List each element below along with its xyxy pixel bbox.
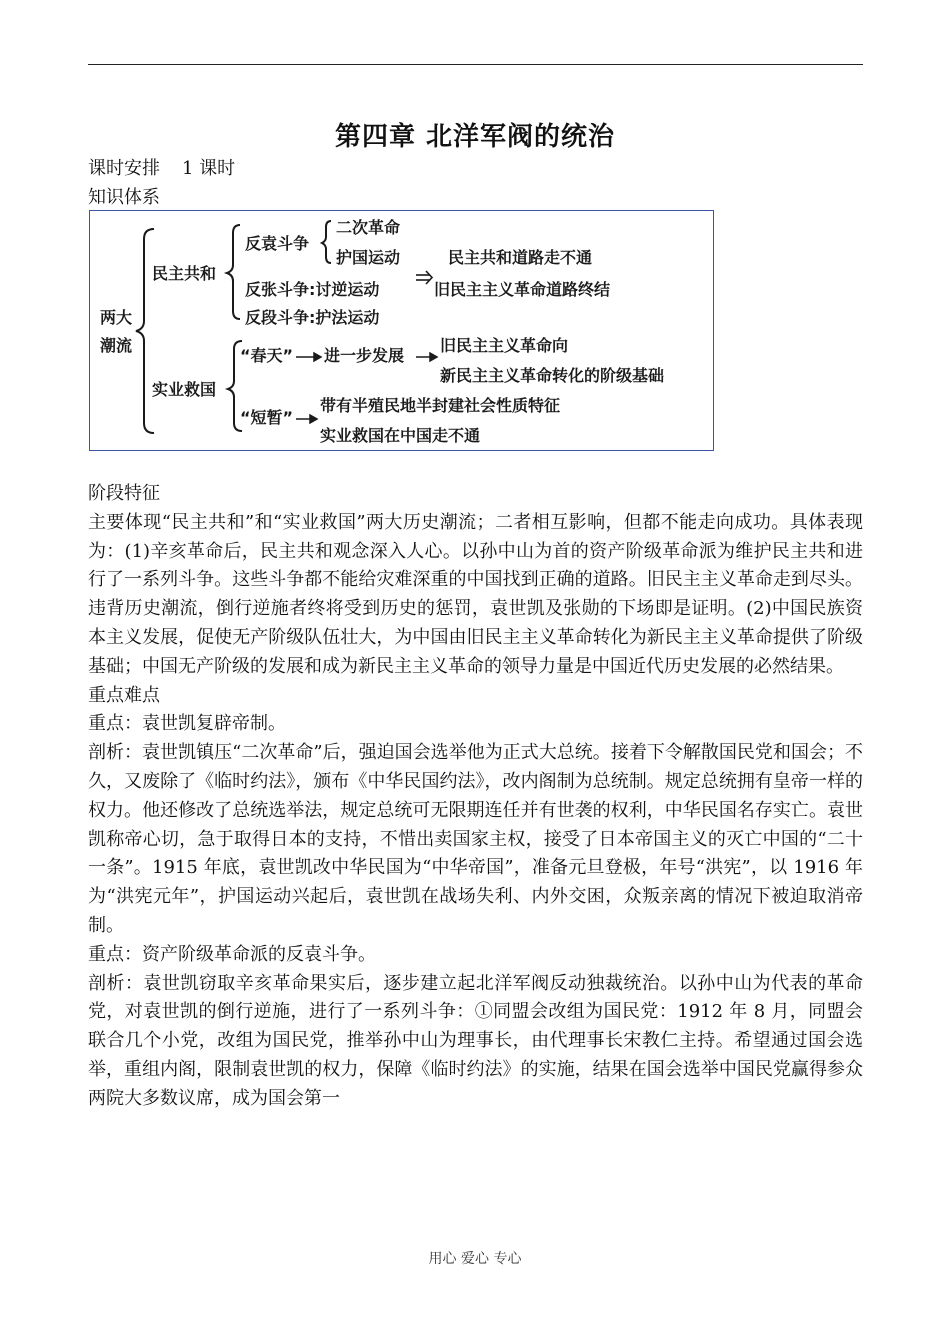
brief-result-2: 实业救国在中国走不通 (320, 426, 481, 445)
spring-middle: 进一步发展 (324, 346, 405, 365)
analysis-2: 剖析：袁世凯窃取辛亥革命果实后，逐步建立起北洋军阀反动独裁统治。以孙中山为代表的革命党，对袁世凯的倒行逆施，进行了一系列斗争：①同盟会改组为国民党：1912 年 8 月，同盟会联合几个小党，改组为国民党，推举孙中山为理事长，由代理事长宋教仁主持。希望通过国会选举，重组内阁，限制袁世凯的权力，保障《临时约法》的实施，结果在国会选举中国民党赢得参众两院大多数议席，成为国会第一 (88, 972, 863, 1109)
schedule-label: 课时安排 (88, 158, 160, 179)
spring-result-arrow (416, 353, 437, 361)
stage-features-paragraph: 主要体现“民主共和”和“实业救国”两大历史潮流；二者相互影响，但都不能走向成功。具体表现为：(1)辛亥革命后，民主共和观念深入人心。以孙中山为首的资产阶级革命派为维护民主共和进行了一系列斗争。这些斗争都不能给灾难深重的中国找到正确的道路。旧民主主义革命走到尽头。违背历史潮流，倒行逆施者终将受到历史的惩罚，袁世凯及张勋的下场即是证明。(2)中国民族资本主义发展，促使无产阶级队伍壮大，为中国由旧民主主义革命转化为新民主主义革命提供了阶级基础；中国无产阶级的发展和成为新民主主义革命的领导力量是中国近代历史发展的必然结果。 (88, 511, 863, 677)
class-schedule (88, 155, 235, 183)
spring-result-1: 旧民主主义革命向 (440, 336, 569, 355)
stage-features-heading: 阶段特征 (88, 483, 160, 504)
brief-result-1: 带有半殖民地半封建社会性质特征 (320, 396, 561, 415)
anti-yuan-struggle: 反袁斗争 (245, 234, 310, 253)
anti-zhang-struggle: 反张斗争:讨逆运动 (245, 280, 380, 299)
chapter-title: 第四章 北洋军阀的统治 (334, 122, 616, 152)
key-points-heading: 重点难点 (88, 684, 160, 706)
key-point-2: 重点：资产阶级革命派的反袁斗争。 (88, 943, 376, 965)
header-rule (88, 64, 863, 65)
democracy-result-2: 旧民主主义革命道路终结 (434, 280, 611, 299)
diagram-root-line2: 潮流 (100, 336, 133, 355)
key-point-1: 重点：袁世凯复辟帝制。 (88, 713, 286, 735)
diagram-root-line1: 两大 (100, 308, 133, 327)
spring-arrow (296, 353, 321, 361)
democracy-brace (227, 225, 240, 319)
branch-democracy: 民主共和 (152, 264, 217, 283)
knowledge-heading: 知识体系 (88, 187, 160, 208)
root-brace (136, 229, 154, 433)
knowledge-diagram (89, 210, 714, 451)
page-footer: 用心 爱心 专心 (428, 1251, 522, 1267)
second-revolution: 二次革命 (336, 218, 401, 237)
anti-duan-struggle: 反段斗争:护法运动 (245, 308, 380, 327)
branch-industry: 实业救国 (152, 380, 217, 399)
document-body (88, 480, 863, 1114)
schedule-value: 1 课时 (182, 158, 236, 179)
analysis-1: 剖析：袁世凯镇压“二次革命”后，强迫国会选举他为正式大总统。接着下令解散国民党和国会；不久，又废除了《临时约法》，颁布《中华民国约法》，改内阁制为总统制。规定总统拥有皇帝一样的权力。他还修改了总统选举法，规定总统可无限期连任并有世袭的权利，中华民国名存实亡。袁世凯称帝心切，急于取得日本的支持，不惜出卖国家主权，接受了日本帝国主义的灭亡中国的“二十一条”。1915 年底，袁世凯改中华民国为“中华帝国”，准备元旦登极，年号“洪宪”，以 1916 年为“洪宪元年”，护国运动兴起后，袁世凯在战场失利、内外交困，众叛亲离的情况下被迫取消帝制。 (88, 742, 863, 936)
protect-nation-movement: 护国运动 (336, 248, 401, 267)
brief-arrow (296, 415, 317, 423)
conclusion-arrow (416, 271, 432, 284)
anti-yuan-brace (322, 221, 331, 263)
spring-result-2: 新民主主义革命转化的阶级基础 (440, 366, 665, 385)
spring-label: “春天” (240, 346, 294, 365)
brief-label: “短暂” (240, 408, 294, 427)
democracy-result-1: 民主共和道路走不通 (448, 248, 593, 267)
